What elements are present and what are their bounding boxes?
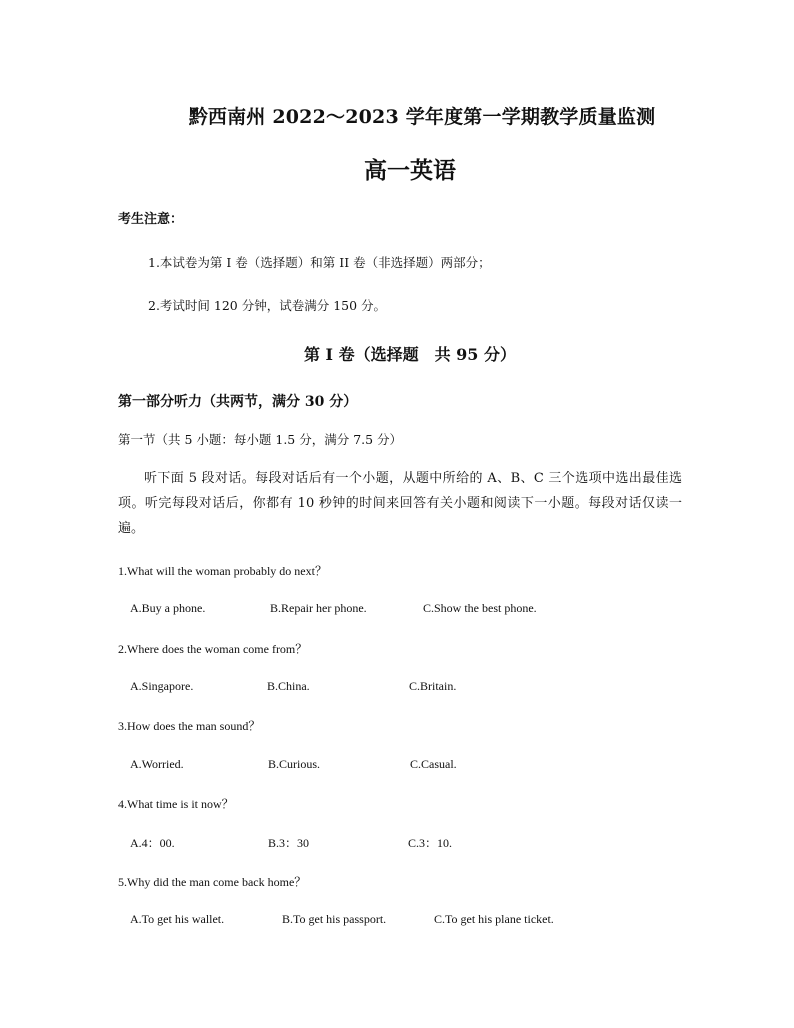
notice-item: 1.本试卷为第 I 卷（选择题）和第 II 卷（非选择题）两部分； <box>148 255 491 270</box>
option-a: A.Singapore. <box>130 679 194 693</box>
option-b: B.Repair her phone. <box>270 601 367 615</box>
option-a: A.Buy a phone. <box>130 601 206 615</box>
listening-instructions: 听下面 5 段对话。每段对话后有一个小题，从题中所给的 A、B、C 三个选项中选出最佳选项。听完每段对话后，你都有 10 秒钟的时间来回答有关小题和阅读下一小题。每段对话仅读一遍。 <box>118 471 682 536</box>
subject-title: 高一英语 <box>364 157 456 184</box>
option-c: C.Show the best phone. <box>423 601 537 615</box>
option-b: B.To get his passport. <box>282 912 387 926</box>
part-title: 第一部分听力（共两节，满分 30 分） <box>118 394 358 410</box>
question-stem: 1.What will the woman probably do next？ <box>118 564 327 578</box>
question-stem: 3.How does the man sound？ <box>118 719 261 733</box>
option-a: A.Worried. <box>130 757 184 771</box>
option-c: C.Britain. <box>409 679 457 693</box>
question-stem: 2.Where does the woman come from？ <box>118 642 308 656</box>
option-b: B.3：30 <box>268 836 310 850</box>
question-stem: 4.What time is it now？ <box>118 797 234 811</box>
option-b: B.Curious. <box>268 757 321 771</box>
option-c: C.3：10. <box>408 836 453 850</box>
notice-item: 2.考试时间 120 分钟，试卷满分 150 分。 <box>148 298 387 313</box>
option-c: C.To get his plane ticket. <box>434 912 554 926</box>
option-a: A.4：00. <box>130 836 175 850</box>
option-b: B.China. <box>267 679 310 693</box>
question-stem: 5.Why did the man come back home？ <box>118 875 307 889</box>
option-a: A.To get his wallet. <box>130 912 225 926</box>
exam-title: 黔西南州 2022～2023 学年度第一学期教学质量监测 <box>188 106 656 128</box>
subsection-title: 第一节（共 5 小题：每小题 1.5 分，满分 7.5 分） <box>118 432 403 447</box>
notice-heading: 考生注意： <box>118 212 184 227</box>
option-c: C.Casual. <box>410 757 457 771</box>
section-title: 第 I 卷（选择题 共 95 分） <box>303 345 517 364</box>
